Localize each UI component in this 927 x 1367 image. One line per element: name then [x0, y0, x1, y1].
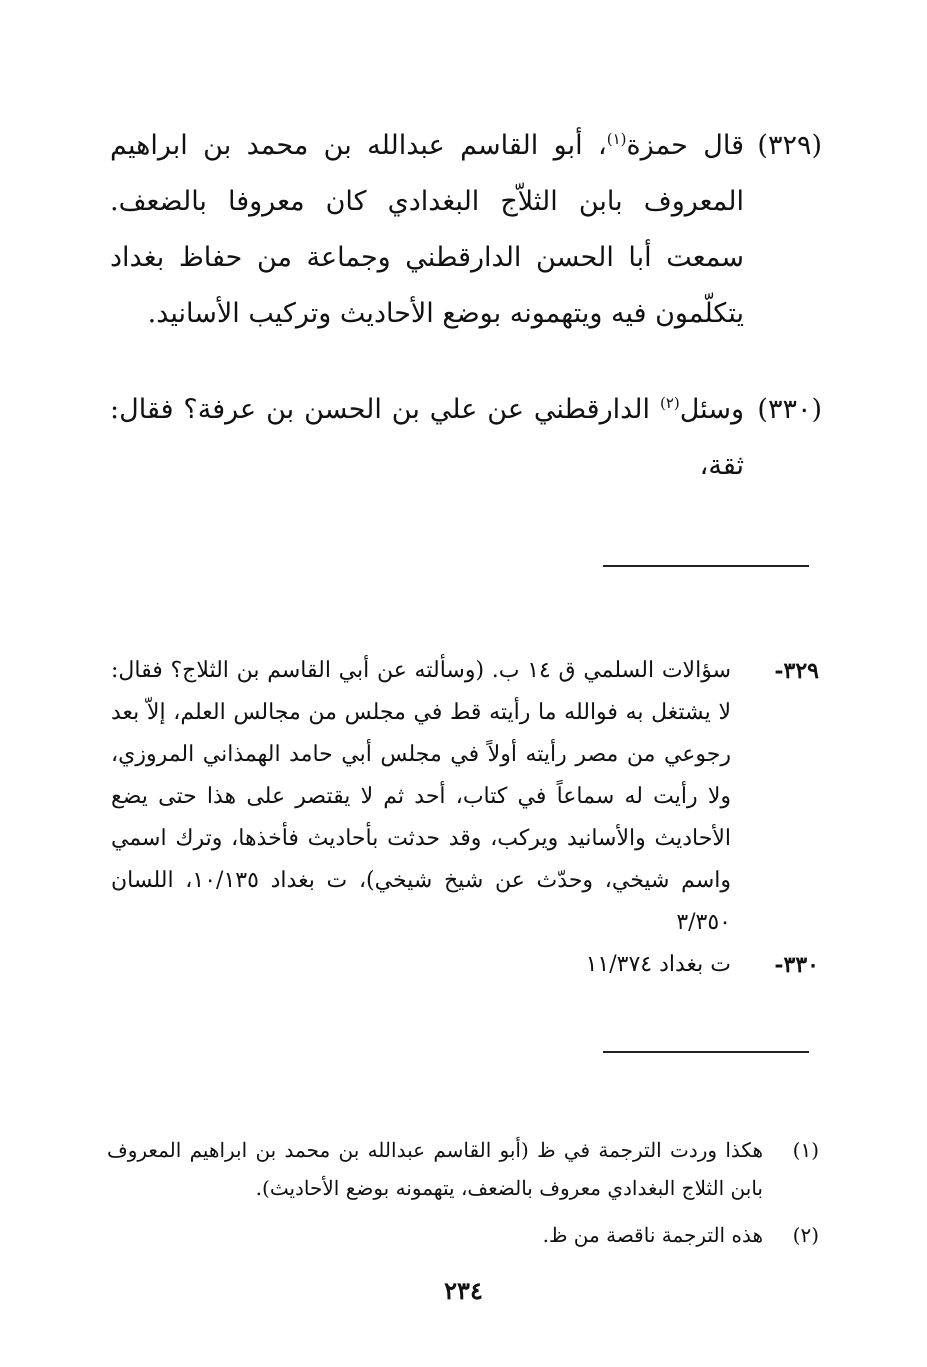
note-330 [111, 944, 819, 986]
footnote-marker: (٢) [659, 394, 680, 412]
section-divider [603, 565, 809, 567]
entry-text-rest: ، أبو القاسم عبدالله بن محمد بن ابراهيم المعروف بابن الثلاّج البغدادي كان معروفا بالضعف. سمعت أبا الحسن الدارقطني وجماعة من حفاظ بغداد يتكلّمون فيه ويتهمونه بوضع الأحاديث وتركيب الأسانيد. [110, 130, 744, 329]
entry-text [110, 382, 744, 494]
footnote-number: (٢) [792, 1223, 819, 1247]
page-number: ٢٣٤ [444, 1276, 483, 1305]
entry-text-start: قال حمزة [626, 130, 744, 161]
footnote-number: (١) [792, 1138, 819, 1162]
footnote-text: هذه الترجمة ناقصة من ظ. [542, 1223, 763, 1247]
note-329 [111, 650, 819, 944]
note-number: ٣٣٠- [774, 952, 819, 978]
entry-330 [110, 382, 822, 494]
entry-text-rest: الدارقطني عن علي بن الحسن بن عرفة؟ فقال: ثقة، [110, 394, 744, 481]
footnote-divider [603, 1051, 809, 1053]
entry-329 [110, 118, 822, 342]
note-text: ت بغداد ١١/٣٧٤ [585, 952, 731, 977]
footnote-marker: (١) [606, 130, 627, 148]
entry-number: (٣٣٠) [757, 394, 822, 425]
footnote-text: هكذا وردت الترجمة في ظ (أبو القاسم عبدالله بن محمد بن ابراهيم المعروف بابن الثلاج البغدادي معروف بالضعف، يتهمونه بوضع الأحاديث). [107, 1138, 763, 1200]
entry-text-start: وسئل [679, 394, 744, 425]
entry-number: (٣٢٩) [757, 130, 822, 161]
footnote-2 [107, 1216, 819, 1254]
note-text: سؤالات السلمي ق ١٤ ب. (وسألته عن أبي القاسم بن الثلاج؟ فقال: لا يشتغل به فوالله ما رأيته قط في مجلس من مجالس العلم، إلاّ بعد رجوعي من مصر رأيته أولاً في مجلس أبي حامد الهمذاني المروزي، ولا رأيت له سماعاً في كتاب، أحد ثم لا يقتصر على هذا حتى يضع الأحاديث والأسانيد ويركب، وقد حدثت بأحاديث فأخذها، وترك اسمي واسم شيخي، وحدّث عن شيخ شيخي)، ت بغداد ١٠/١٣٥، اللسان ٣/٣٥٠ [111, 658, 732, 935]
footnote-1 [107, 1131, 819, 1207]
note-number: ٣٢٩- [774, 658, 819, 684]
entry-text [110, 118, 744, 342]
